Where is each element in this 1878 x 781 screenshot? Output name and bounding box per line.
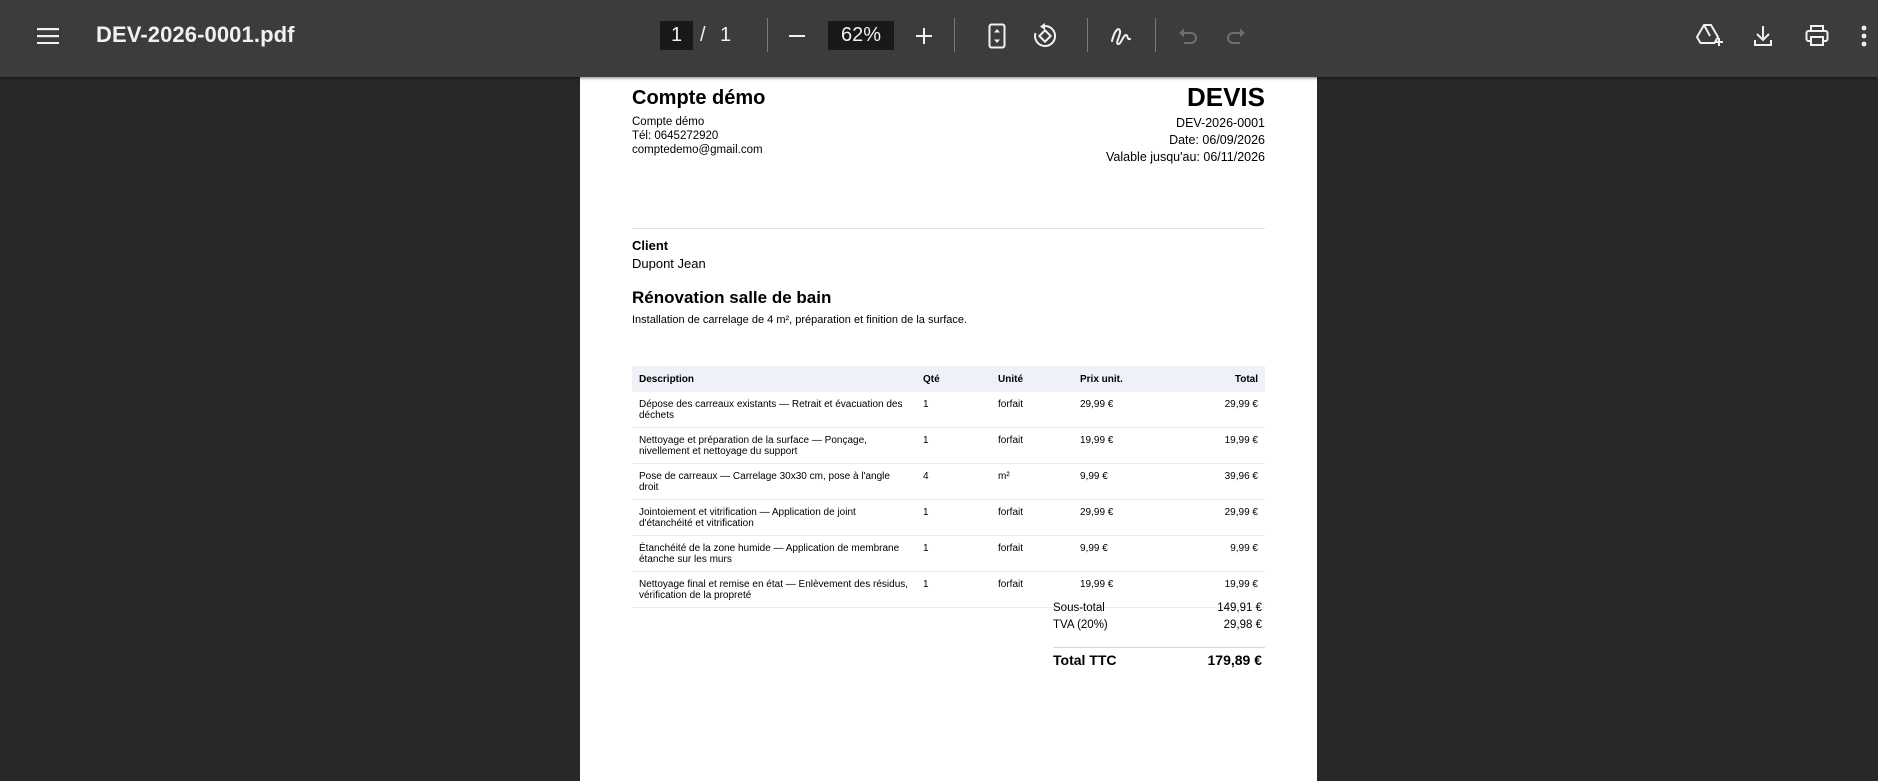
toolbar-divider <box>1087 18 1088 52</box>
company-line: Compte démo <box>632 116 705 128</box>
devis-valid-until: Valable jusqu'au: 06/11/2026 <box>1106 150 1265 164</box>
column-header-unit-price: Prix unit. <box>1073 366 1177 392</box>
total-ttc-label: Total TTC <box>1053 652 1117 668</box>
company-email: comptedemo@gmail.com <box>632 144 763 156</box>
table-row <box>632 500 1265 536</box>
company-phone: Tél: 0645272920 <box>632 130 719 142</box>
hamburger-menu-icon[interactable] <box>26 14 70 58</box>
row-description: Nettoyage final et remise en état — Enlèvement des résidus, vérification de la propreté <box>632 572 916 608</box>
row-quantity: 1 <box>916 536 991 572</box>
row-unit-price: 9,99 € <box>1073 536 1177 572</box>
table-row <box>632 428 1265 464</box>
pdf-page <box>580 77 1317 781</box>
project-description: Installation de carrelage de 4 m², préparation et finition de la surface. <box>632 314 968 326</box>
row-total: 29,99 € <box>1177 392 1265 428</box>
client-name: Dupont Jean <box>632 256 706 271</box>
redo-icon[interactable] <box>1214 14 1258 58</box>
company-name: Compte démo <box>632 87 766 109</box>
toolbar-divider <box>767 18 768 52</box>
row-unit-price: 29,99 € <box>1073 392 1177 428</box>
total-ttc-row <box>1053 652 1265 670</box>
row-quantity: 4 <box>916 464 991 500</box>
tva-label: TVA (20%) <box>1053 619 1108 631</box>
subtotal-row <box>1053 602 1265 618</box>
row-unit: forfait <box>991 572 1073 608</box>
row-unit: forfait <box>991 536 1073 572</box>
row-description: Étanchéité de la zone humide — Application de membrane étanche sur les murs <box>632 536 916 572</box>
total-ttc-value: 179,89 € <box>1207 652 1262 668</box>
row-unit: m² <box>991 464 1073 500</box>
download-icon[interactable] <box>1741 14 1785 58</box>
undo-icon[interactable] <box>1166 14 1210 58</box>
row-description: Jointoiement et vitrification — Application de joint d'étanchéité et vitrification <box>632 500 916 536</box>
zoom-level-input[interactable] <box>828 21 894 50</box>
subtotal-label: Sous-total <box>1053 602 1105 614</box>
devis-number: DEV-2026-0001 <box>1176 116 1265 130</box>
table-header-row <box>632 366 1265 392</box>
row-description: Dépose des carreaux existants — Retrait et évacuation des déchets <box>632 392 916 428</box>
row-quantity: 1 <box>916 428 991 464</box>
row-unit-price: 19,99 € <box>1073 428 1177 464</box>
row-unit-price: 19,99 € <box>1073 572 1177 608</box>
table-row <box>632 536 1265 572</box>
section-divider <box>632 228 1265 229</box>
row-quantity: 1 <box>916 572 991 608</box>
row-description: Nettoyage et préparation de la surface — Ponçage, nivellement et nettoyage du support <box>632 428 916 464</box>
column-header-quantity: Qté <box>916 366 991 392</box>
zoom-out-icon[interactable] <box>775 14 819 58</box>
project-title: Rénovation salle de bain <box>632 288 832 307</box>
table-row <box>632 392 1265 428</box>
row-quantity: 1 <box>916 392 991 428</box>
totals-divider <box>1053 647 1265 648</box>
devis-date: Date: 06/09/2026 <box>1169 133 1265 147</box>
row-description: Pose de carreaux — Carrelage 30x30 cm, pose à l'angle droit <box>632 464 916 500</box>
add-drive-icon[interactable] <box>1688 14 1732 58</box>
tva-row <box>1053 619 1265 635</box>
print-icon[interactable] <box>1795 14 1839 58</box>
column-header-unit: Unité <box>991 366 1073 392</box>
row-total: 29,99 € <box>1177 500 1265 536</box>
items-table <box>632 366 1265 608</box>
rotate-icon[interactable] <box>1023 14 1067 58</box>
row-unit: forfait <box>991 500 1073 536</box>
row-unit-price: 9,99 € <box>1073 464 1177 500</box>
row-unit: forfait <box>991 392 1073 428</box>
page-total: 1 <box>720 24 732 46</box>
row-total: 39,96 € <box>1177 464 1265 500</box>
row-total: 19,99 € <box>1177 572 1265 608</box>
zoom-in-icon[interactable] <box>902 14 946 58</box>
row-unit-price: 29,99 € <box>1073 500 1177 536</box>
toolbar-divider <box>1155 18 1156 52</box>
column-header-description: Description <box>632 366 916 392</box>
tva-value: 29,98 € <box>1223 619 1262 631</box>
row-total: 19,99 € <box>1177 428 1265 464</box>
client-label: Client <box>632 238 669 253</box>
row-total: 9,99 € <box>1177 536 1265 572</box>
table-row <box>632 464 1265 500</box>
more-vertical-icon[interactable] <box>1850 14 1878 58</box>
page-number-input[interactable] <box>660 21 693 50</box>
column-header-total: Total <box>1177 366 1265 392</box>
subtotal-value: 149,91 € <box>1217 602 1262 614</box>
pdf-viewer-toolbar <box>0 0 1878 77</box>
annotate-icon[interactable] <box>1099 14 1143 58</box>
page-separator: / <box>700 24 706 46</box>
toolbar-divider <box>954 18 955 52</box>
devis-title: DEVIS <box>1186 82 1265 112</box>
fit-page-icon[interactable] <box>975 14 1019 58</box>
row-quantity: 1 <box>916 500 991 536</box>
row-unit: forfait <box>991 428 1073 464</box>
file-name-title: DEV-2026-0001.pdf <box>96 22 295 47</box>
